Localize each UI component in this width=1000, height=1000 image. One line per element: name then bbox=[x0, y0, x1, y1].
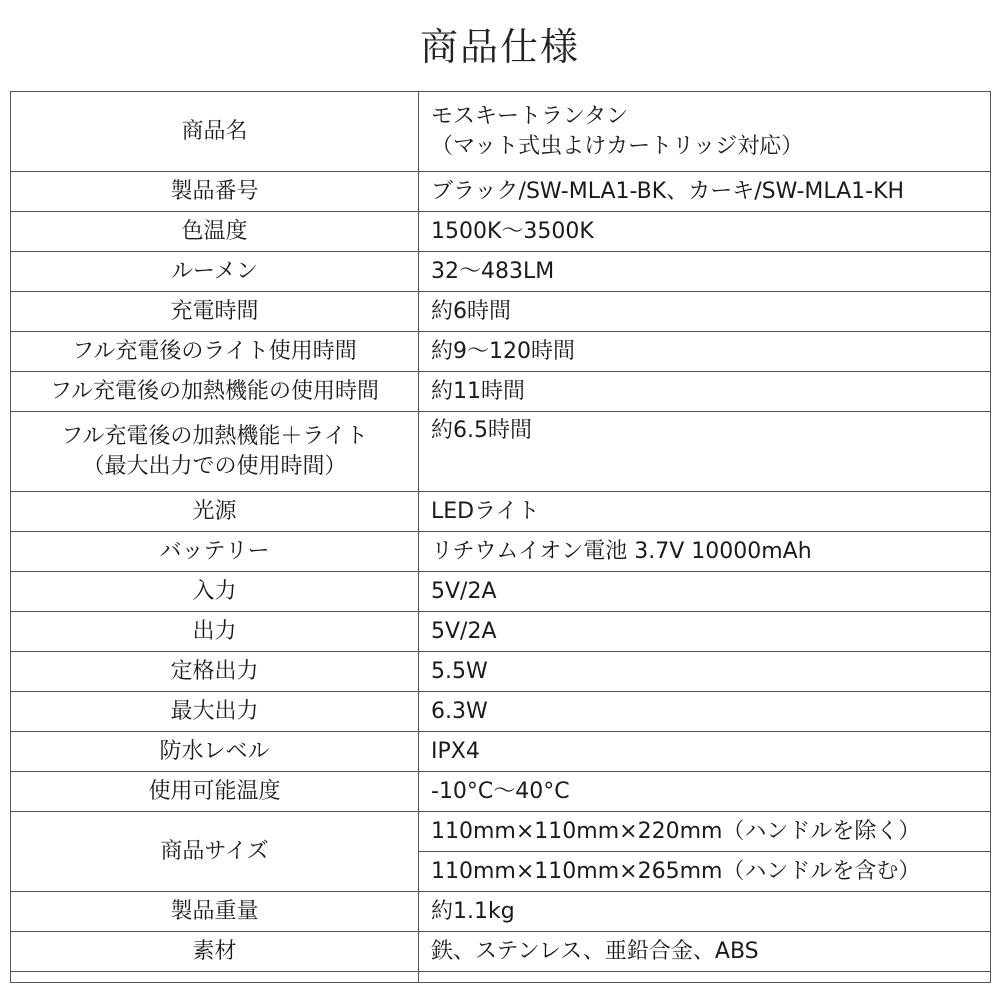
spec-value-line: （マット式虫よけカートリッジ対応） bbox=[431, 133, 804, 159]
spec-label: 出力 bbox=[11, 612, 419, 652]
table-row bbox=[11, 252, 991, 292]
table-row bbox=[11, 292, 991, 332]
spec-value: 鉄、ステンレス、亜鉛合金、ABS bbox=[419, 932, 991, 972]
spec-label: 光源 bbox=[11, 492, 419, 532]
spec-label: 使用可能温度 bbox=[11, 772, 419, 812]
spec-value: 5V/2A bbox=[419, 572, 991, 612]
spec-value: 32～483LM bbox=[419, 252, 991, 292]
table-row bbox=[11, 372, 991, 412]
table-row-trailing bbox=[11, 972, 991, 983]
spec-label: 商品サイズ bbox=[11, 812, 419, 892]
spec-value: IPX4 bbox=[419, 732, 991, 772]
table-row bbox=[11, 412, 991, 492]
table-row bbox=[11, 812, 991, 852]
spec-value: 5V/2A bbox=[419, 612, 991, 652]
table-row bbox=[11, 532, 991, 572]
spec-label: 充電時間 bbox=[11, 292, 419, 332]
spec-label: 製品番号 bbox=[11, 172, 419, 212]
table-row bbox=[11, 612, 991, 652]
spec-table bbox=[10, 91, 991, 983]
spec-label: フル充電後の加熱機能の使用時間 bbox=[11, 372, 419, 412]
spec-value-line: モスキートランタン bbox=[431, 103, 629, 129]
table-row bbox=[11, 172, 991, 212]
table-row bbox=[11, 652, 991, 692]
spec-value: 110mm×110mm×265mm（ハンドルを含む） bbox=[419, 852, 991, 892]
spec-value: 約6時間 bbox=[419, 292, 991, 332]
table-row bbox=[11, 332, 991, 372]
spec-label-line: （最大出力での使用時間） bbox=[82, 453, 347, 479]
spec-value: リチウムイオン電池 3.7V 10000mAh bbox=[419, 532, 991, 572]
spec-value: 約1.1kg bbox=[419, 892, 991, 932]
spec-value: 約9～120時間 bbox=[419, 332, 991, 372]
table-row bbox=[11, 932, 991, 972]
spec-value: 約6.5時間 bbox=[419, 412, 991, 492]
spec-label: 最大出力 bbox=[11, 692, 419, 732]
table-row bbox=[11, 692, 991, 732]
spec-label: 防水レベル bbox=[11, 732, 419, 772]
spec-value: 6.3W bbox=[419, 692, 991, 732]
page-title: 商品仕様 bbox=[419, 25, 580, 69]
spec-label: 商品名 bbox=[11, 92, 419, 172]
table-row bbox=[11, 732, 991, 772]
spec-label: 入力 bbox=[11, 572, 419, 612]
spec-label: バッテリー bbox=[11, 532, 419, 572]
spec-value: 5.5W bbox=[419, 652, 991, 692]
spec-label-line: フル充電後の加熱機能＋ライト bbox=[61, 423, 368, 449]
spec-value: 110mm×110mm×220mm（ハンドルを除く） bbox=[419, 812, 991, 852]
spec-label: 色温度 bbox=[11, 212, 419, 252]
spec-value-empty bbox=[419, 972, 991, 983]
spec-label: フル充電後のライト使用時間 bbox=[11, 332, 419, 372]
spec-value: -10°C～40°C bbox=[419, 772, 991, 812]
spec-label bbox=[11, 412, 419, 492]
spec-value: 約11時間 bbox=[419, 372, 991, 412]
spec-label: 素材 bbox=[11, 932, 419, 972]
spec-label-empty bbox=[11, 972, 419, 983]
spec-label: ルーメン bbox=[11, 252, 419, 292]
spec-value bbox=[419, 92, 991, 172]
spec-label: 定格出力 bbox=[11, 652, 419, 692]
spec-value: LEDライト bbox=[419, 492, 991, 532]
table-row bbox=[11, 92, 991, 172]
table-row bbox=[11, 212, 991, 252]
table-row bbox=[11, 492, 991, 532]
spec-label: 製品重量 bbox=[11, 892, 419, 932]
spec-value: ブラック/SW-MLA1-BK、カーキ/SW-MLA1-KH bbox=[419, 172, 991, 212]
table-row bbox=[11, 572, 991, 612]
table-row bbox=[11, 772, 991, 812]
table-row bbox=[11, 892, 991, 932]
spec-value: 1500K～3500K bbox=[419, 212, 991, 252]
